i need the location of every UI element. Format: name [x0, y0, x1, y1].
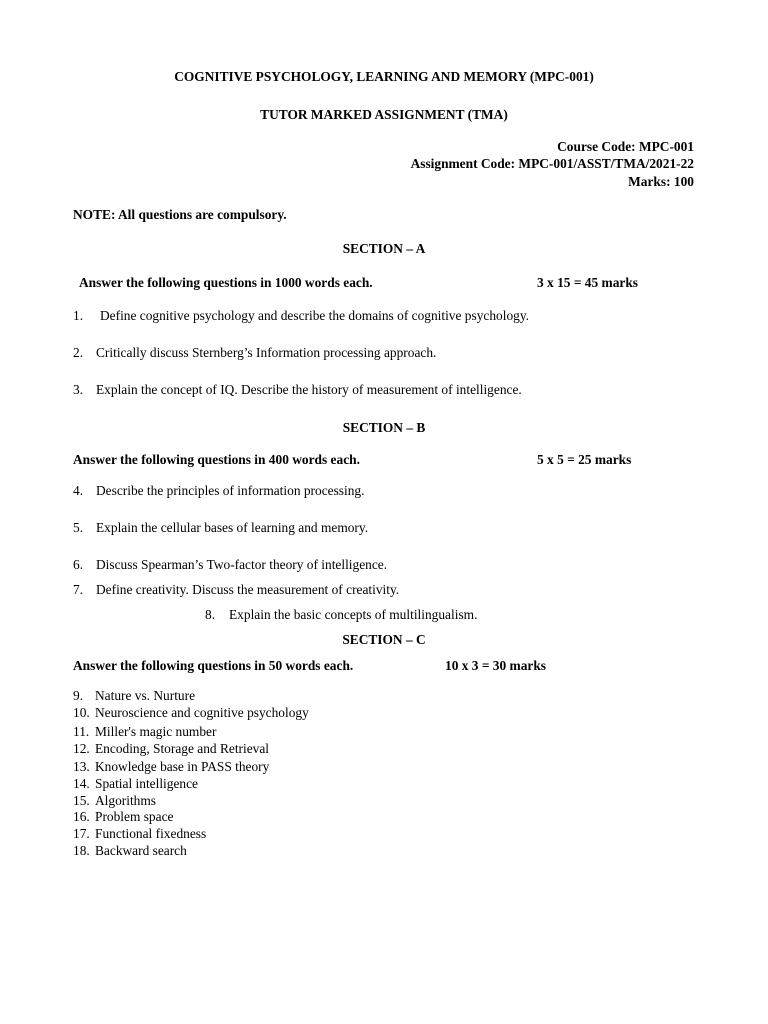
question-number: 4. — [73, 483, 84, 498]
question-number: 8. — [205, 607, 216, 622]
question-text: Miller's magic number — [95, 724, 217, 739]
question-number: 16. — [73, 809, 90, 824]
section-b-heading: SECTION – B — [342, 420, 426, 435]
question-text: Knowledge base in PASS theory — [95, 759, 270, 774]
question-number: 2. — [73, 345, 84, 360]
question-number: 14. — [73, 776, 90, 791]
question-number: 17. — [73, 826, 90, 841]
question-text: Neuroscience and cognitive psychology — [95, 705, 309, 720]
question-text: Nature vs. Nurture — [95, 688, 196, 703]
question-text: Functional fixedness — [95, 826, 207, 841]
section-a-heading: SECTION – A — [342, 241, 426, 256]
question-number: 11. — [73, 724, 90, 739]
question-text: Define cognitive psychology and describe the domains of cognitive psychology. — [100, 308, 530, 323]
question-number: 10. — [73, 705, 90, 720]
section-c-instruction: Answer the following questions in 50 words each. — [73, 658, 354, 673]
question-text: Discuss Spearman’s Two-factor theory of intelligence. — [96, 557, 388, 572]
question-number: 9. — [73, 688, 84, 703]
section-a-instruction: Answer the following questions in 1000 words each. — [79, 275, 373, 290]
note: NOTE: All questions are compulsory. — [73, 207, 287, 222]
question-text: Explain the basic concepts of multilingualism. — [229, 607, 478, 622]
question-text: Problem space — [95, 809, 174, 824]
question-text: Backward search — [95, 843, 187, 858]
total-marks: Marks: 100 — [628, 174, 694, 189]
question-number: 15. — [73, 793, 90, 808]
question-number: 3. — [73, 382, 84, 397]
section-c-marks: 10 x 3 = 30 marks — [445, 658, 546, 673]
question-number: 1. — [73, 308, 84, 323]
section-b-marks: 5 x 5 = 25 marks — [537, 452, 632, 467]
question-text: Define creativity. Discuss the measurement of creativity. — [96, 582, 400, 597]
question-text: Describe the principles of information processing. — [96, 483, 365, 498]
question-number: 18. — [73, 843, 90, 858]
section-a-marks: 3 x 15 = 45 marks — [537, 275, 638, 290]
question-text: Explain the concept of IQ. Describe the history of measurement of intelligence. — [96, 382, 522, 397]
question-text: Encoding, Storage and Retrieval — [95, 741, 270, 756]
question-number: 6. — [73, 557, 84, 572]
question-number: 5. — [73, 520, 84, 535]
question-text: Algorithms — [95, 793, 157, 808]
question-number: 13. — [73, 759, 90, 774]
question-text: Spatial intelligence — [95, 776, 198, 791]
section-c-heading: SECTION – C — [342, 632, 426, 647]
question-number: 7. — [73, 582, 84, 597]
question-text: Critically discuss Sternberg’s Information processing approach. — [96, 345, 437, 360]
section-b-instruction: Answer the following questions in 400 words each. — [73, 452, 360, 467]
assignment-code: Assignment Code: MPC-001/ASST/TMA/2021-22 — [410, 156, 694, 171]
question-text: Explain the cellular bases of learning and memory. — [96, 520, 369, 535]
document-subtitle: TUTOR MARKED ASSIGNMENT (TMA) — [260, 107, 508, 122]
question-number: 12. — [73, 741, 90, 756]
document-title: COGNITIVE PSYCHOLOGY, LEARNING AND MEMORY (MPC-001) — [174, 69, 594, 84]
course-code: Course Code: MPC-001 — [557, 139, 694, 154]
